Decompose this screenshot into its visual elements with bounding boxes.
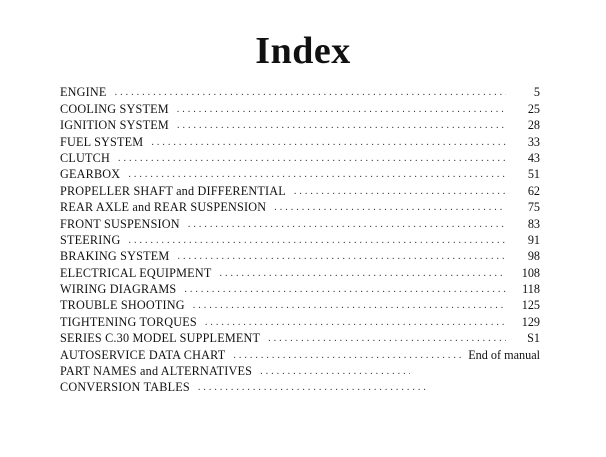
dot-leader bbox=[177, 250, 506, 264]
toc-entry-label: STEERING bbox=[60, 232, 121, 247]
dot-leader bbox=[184, 283, 506, 297]
toc-entry-label: FRONT SUSPENSION bbox=[60, 216, 180, 231]
toc-entry-gearbox[interactable] bbox=[60, 166, 540, 182]
toc-entry-label: TIGHTENING TORQUES bbox=[60, 314, 197, 329]
toc-entry-series-c30-supplement[interactable] bbox=[60, 330, 540, 346]
dot-leader bbox=[193, 299, 506, 313]
toc-entry-label: TROUBLE SHOOTING bbox=[60, 298, 185, 313]
dot-leader bbox=[268, 332, 506, 346]
page-title: Index bbox=[255, 30, 351, 73]
toc-entry-page: 25 bbox=[527, 101, 540, 116]
toc-entry-label: PART NAMES and ALTERNATIVES bbox=[60, 364, 253, 379]
dot-leader bbox=[219, 267, 506, 281]
toc-entry-front-suspension[interactable] bbox=[60, 215, 540, 231]
toc-entry-clutch[interactable] bbox=[60, 150, 540, 166]
dot-leader bbox=[294, 185, 506, 199]
toc-entry-page: 75 bbox=[527, 200, 540, 215]
toc-entry-part-names[interactable] bbox=[60, 363, 540, 379]
dot-leader bbox=[129, 234, 506, 248]
toc-entry-rear-axle[interactable] bbox=[60, 199, 540, 215]
toc-entry-label: WIRING DIAGRAMS bbox=[60, 282, 177, 297]
toc-entry-page: 43 bbox=[527, 150, 540, 165]
toc-entry-page: 33 bbox=[527, 134, 540, 149]
toc-entry-page: 98 bbox=[527, 249, 540, 264]
toc-entry-cooling-system[interactable] bbox=[60, 100, 540, 116]
toc-entry-steering[interactable] bbox=[60, 232, 540, 248]
dot-leader bbox=[260, 365, 410, 379]
toc-entry-page: 5 bbox=[533, 85, 540, 100]
toc-entry-page: S1 bbox=[527, 331, 540, 346]
toc-entry-propeller-shaft[interactable] bbox=[60, 182, 540, 198]
toc-entry-page: 83 bbox=[527, 216, 540, 231]
dot-leader bbox=[188, 218, 506, 232]
toc-entry-label: ELECTRICAL EQUIPMENT bbox=[60, 265, 212, 280]
toc-entry-label: COOLING SYSTEM bbox=[60, 101, 169, 116]
dot-leader bbox=[274, 201, 506, 215]
dot-leader bbox=[128, 168, 506, 182]
toc-entry-braking-system[interactable] bbox=[60, 248, 540, 264]
toc-entry-page: 28 bbox=[527, 118, 540, 133]
toc-entry-page: 129 bbox=[521, 314, 540, 329]
toc-entry-label: ENGINE bbox=[60, 85, 107, 100]
dot-leader bbox=[177, 103, 506, 117]
toc-entry-page: 62 bbox=[527, 183, 540, 198]
toc-entry-label: CLUTCH bbox=[60, 150, 110, 165]
toc-entry-wiring-diagrams[interactable] bbox=[60, 281, 540, 297]
toc-entry-page: 91 bbox=[527, 232, 540, 247]
toc-entry-page: 51 bbox=[527, 167, 540, 182]
toc-entry-label: SERIES C.30 MODEL SUPPLEMENT bbox=[60, 331, 261, 346]
table-of-contents bbox=[60, 84, 540, 395]
toc-entry-label: FUEL SYSTEM bbox=[60, 134, 144, 149]
toc-entry-electrical-equipment[interactable] bbox=[60, 264, 540, 280]
toc-entry-page: 108 bbox=[521, 265, 540, 280]
toc-entry-tightening-torques[interactable] bbox=[60, 313, 540, 329]
toc-entry-ignition-system[interactable] bbox=[60, 117, 540, 133]
toc-entry-label: PROPELLER SHAFT and DIFFERENTIAL bbox=[60, 183, 286, 198]
toc-entry-autoservice-data-chart[interactable] bbox=[60, 346, 540, 362]
toc-entry-label: AUTOSERVICE DATA CHART bbox=[60, 347, 226, 362]
toc-entry-label: IGNITION SYSTEM bbox=[60, 118, 169, 133]
dot-leader bbox=[205, 316, 506, 330]
toc-entry-label: REAR AXLE and REAR SUSPENSION bbox=[60, 200, 267, 215]
dot-leader bbox=[177, 119, 506, 133]
dot-leader bbox=[198, 381, 426, 395]
dot-leader bbox=[118, 152, 506, 166]
dot-leader bbox=[115, 86, 506, 100]
toc-entry-label: CONVERSION TABLES bbox=[60, 380, 190, 395]
toc-entry-page: 118 bbox=[522, 282, 540, 297]
toc-entry-trouble-shooting[interactable] bbox=[60, 297, 540, 313]
toc-entry-label: GEARBOX bbox=[60, 167, 121, 182]
dot-leader bbox=[233, 349, 464, 363]
dot-leader bbox=[151, 136, 506, 150]
toc-entry-fuel-system[interactable] bbox=[60, 133, 540, 149]
toc-entry-label: BRAKING SYSTEM bbox=[60, 249, 170, 264]
toc-entry-conversion-tables[interactable] bbox=[60, 379, 540, 395]
toc-entry-engine[interactable] bbox=[60, 84, 540, 100]
toc-entry-page: End of manual bbox=[468, 347, 540, 362]
toc-entry-page: 125 bbox=[521, 298, 540, 313]
